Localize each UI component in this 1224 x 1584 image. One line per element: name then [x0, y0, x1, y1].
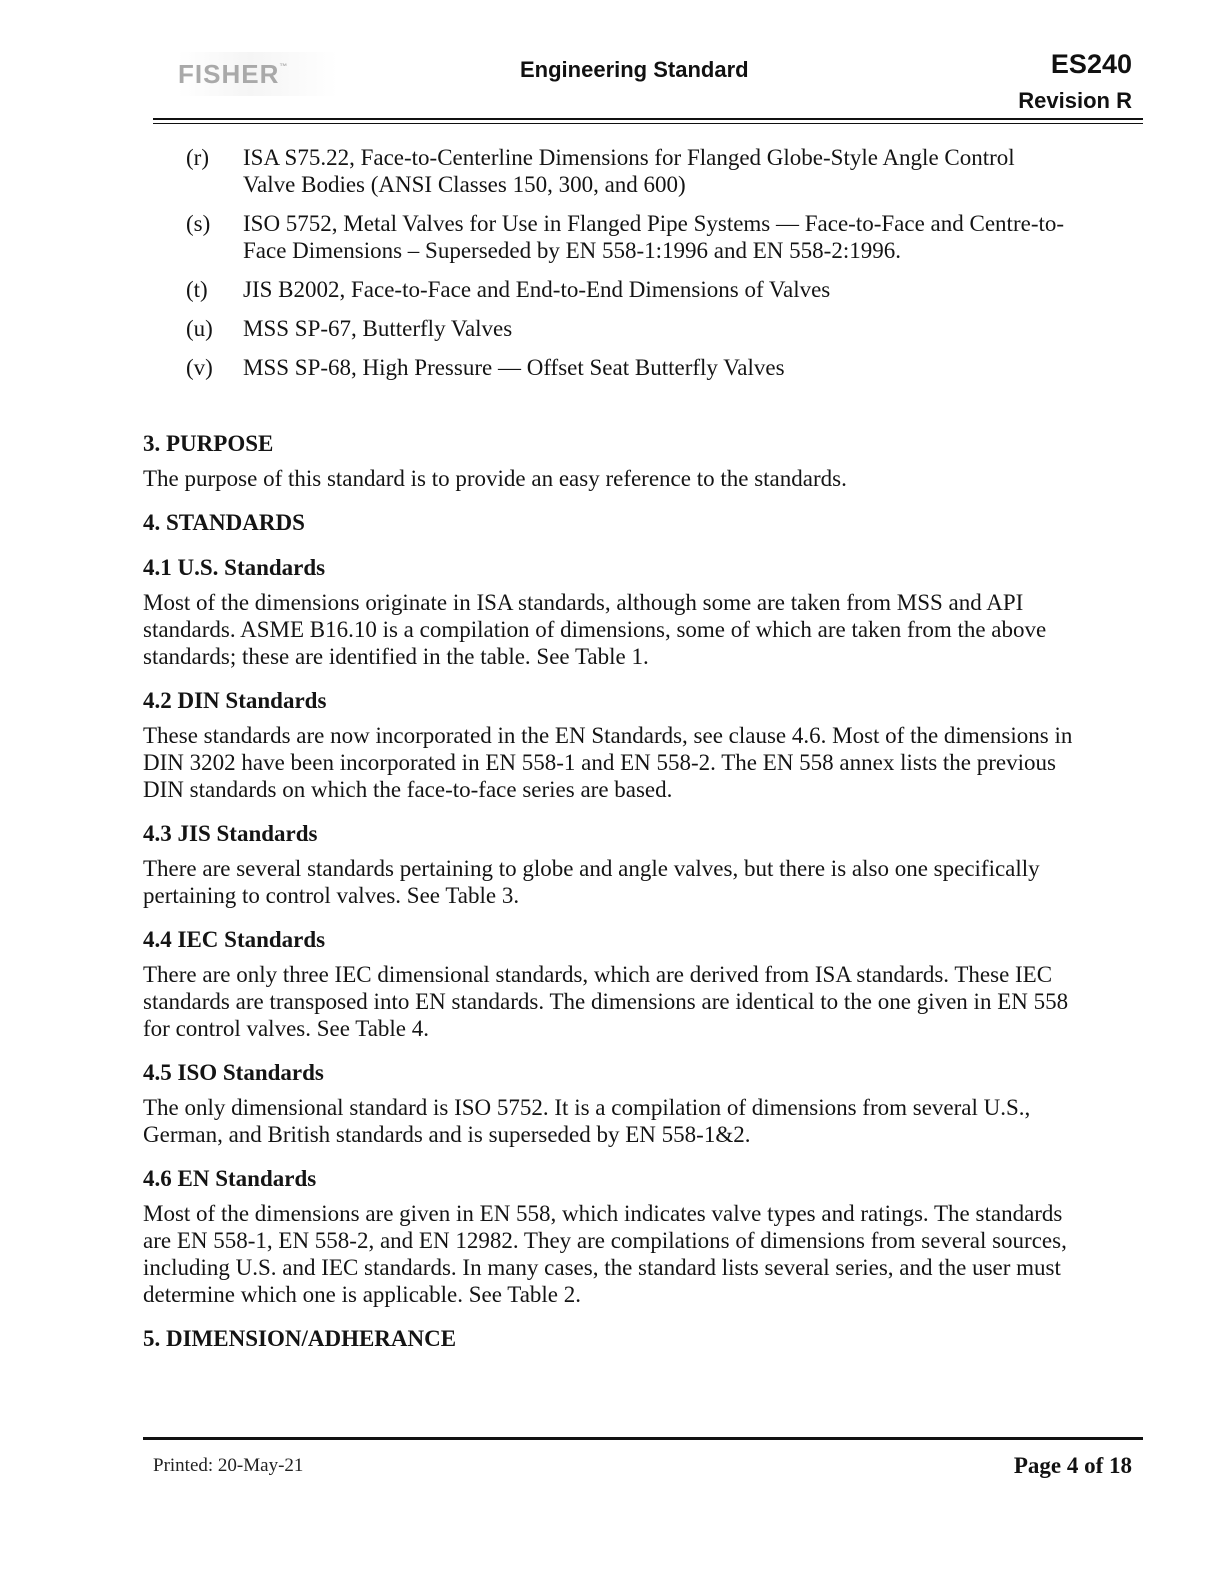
purpose-text: The purpose of this standard is to provide an easy reference to the standards.	[143, 466, 847, 491]
footer-rule	[143, 1437, 1143, 1440]
iso-standards-heading: 4.5 ISO Standards	[143, 1060, 324, 1085]
document-body	[143, 430, 1078, 1353]
reference-item-u	[186, 315, 1066, 342]
header-title: Engineering Standard	[520, 57, 749, 82]
reference-text: ISA S75.22, Face-to-Centerline Dimensions for Flanged Globe-Style Angle Control Valve Bodies (ANSI Classes 150, 300, and 600)	[243, 145, 1015, 197]
reference-label: (t)	[186, 277, 208, 302]
reference-label: (r)	[186, 145, 209, 170]
document-code: ES240	[1050, 49, 1132, 79]
revision-label: Revision R	[1018, 88, 1132, 113]
dimension-heading: 5. DIMENSION/ADHERANCE	[143, 1326, 457, 1351]
din-standards-heading: 4.2 DIN Standards	[143, 688, 327, 713]
iec-standards-text: There are only three IEC dimensional standards, which are derived from ISA standards. These IEC standards are transposed into EN standards. The dimensions are identical to the one given in EN 558 for control valves. See Table 4.	[143, 962, 1069, 1041]
iec-standards-heading: 4.4 IEC Standards	[143, 927, 326, 952]
standards-heading: 4. STANDARDS	[143, 510, 305, 535]
en-standards-heading: 4.6 EN Standards	[143, 1166, 317, 1191]
en-standards-text: Most of the dimensions are given in EN 558, which indicates valve types and ratings. The standards are EN 558-1, EN 558-2, and EN 12982. They are compilations of dimensions from several sources, including U.S. and IEC standards. In many cases, the standard lists several series, and the user must determine which one is applicable. See Table 2.	[143, 1201, 1067, 1307]
reference-item-v	[186, 354, 1066, 381]
purpose-heading: 3. PURPOSE	[143, 431, 274, 456]
reference-item-r	[186, 144, 1066, 198]
logo-trademark: ™	[279, 61, 289, 71]
page-number: Page 4 of 18	[1013, 1453, 1132, 1478]
us-standards-heading: 4.1 U.S. Standards	[143, 555, 326, 580]
fisher-logo	[178, 52, 338, 96]
jis-standards-heading: 4.3 JIS Standards	[143, 821, 318, 846]
iso-standards-text: The only dimensional standard is ISO 5752. It is a compilation of dimensions from several U.S., German, and British standards and is superseded by EN 558-1&2.	[143, 1095, 1031, 1147]
reference-list	[186, 144, 1066, 393]
reference-label: (v)	[186, 355, 213, 380]
din-standards-text: These standards are now incorporated in the EN Standards, see clause 4.6. Most of the dimensions in DIN 3202 have been incorporated in EN 558-1 and EN 558-2. The EN 558 annex lists the previous DIN standards on which the face-to-face series are based.	[143, 723, 1073, 802]
reference-label: (u)	[186, 316, 213, 341]
header-rule-thin	[153, 123, 1143, 124]
logo-text: FISHER	[178, 58, 280, 89]
reference-text: JIS B2002, Face-to-Face and End-to-End Dimensions of Valves	[243, 277, 831, 302]
reference-label: (s)	[186, 211, 211, 236]
reference-item-t	[186, 276, 1066, 303]
reference-text: ISO 5752, Metal Valves for Use in Flanged Pipe Systems — Face-to-Face and Centre-to-Face Dimensions – Superseded by EN 558-1:1996 and EN 558-2:1996.	[243, 211, 1065, 263]
header-rule	[153, 118, 1143, 120]
reference-text: MSS SP-68, High Pressure — Offset Seat Butterfly Valves	[243, 355, 785, 380]
printed-date: Printed: 20-May-21	[153, 1455, 304, 1476]
reference-text: MSS SP-67, Butterfly Valves	[243, 316, 513, 341]
jis-standards-text: There are several standards pertaining to globe and angle valves, but there is also one specifically pertaining to control valves. See Table 3.	[143, 856, 1040, 908]
reference-item-s	[186, 210, 1066, 264]
us-standards-text: Most of the dimensions originate in ISA standards, although some are taken from MSS and API standards. ASME B16.10 is a compilation of dimensions, some of which are taken from the above standards; these are identified in the table. See Table 1.	[143, 590, 1047, 669]
